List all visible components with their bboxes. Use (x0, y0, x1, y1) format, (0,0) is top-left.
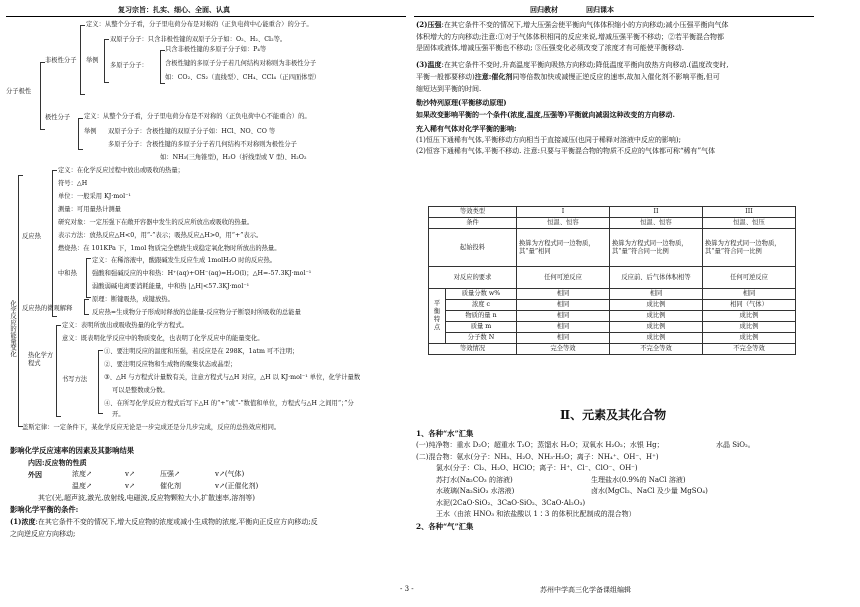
header-left: 复习宗旨：扎实、细心、全面、认真 (118, 5, 230, 14)
heat-unit: 单位：一般采用 KJ·mol⁻¹ (58, 193, 131, 200)
water-mixture: (二)混合物：氨水(分子：NH₃、H₂O、NH₃·H₂O；离子：NH₄⁺、OH⁻、H⁺) (416, 452, 659, 461)
table-header: II (610, 207, 703, 218)
table-cell: 恒温、恒容 (517, 218, 610, 229)
table-row (429, 218, 796, 229)
table-cell: 浓度 c (446, 300, 517, 311)
header-right-a: 回归教材 (530, 5, 558, 14)
writing-3b: 可以是整数或分数。 (112, 387, 169, 394)
table-cell: 对反应的要求 (429, 267, 517, 289)
writing-label: 书写方法 (62, 376, 88, 383)
table-row (429, 344, 796, 355)
nonpolar-multi-3: 如：CO₂、CS₂（直线型）、CH₄、CCl₄（正四面体型） (165, 74, 321, 81)
heat-symbol: 符号：△H (58, 180, 88, 187)
rare-gas-title: 充入稀有气体对化学平衡的影响: (416, 124, 517, 133)
table-row (429, 300, 796, 311)
heat-measure: 测量：可用量热计测量 (58, 206, 121, 213)
rare-gas-2: (2)恒容下通稀有气体,平衡不移动. 注意:只要与平衡混合物的物质不反应的气体都可称“稀有”气体 (416, 147, 716, 155)
table-row (429, 267, 796, 289)
rare-gas-1: (1)恒压下通稀有气体,平衡移动方向相当于直接减压(也同于稀释对溶液中反应的影响); (416, 135, 681, 144)
writing-1: ①、要注明反应的温度和压强，若反应是在 298K，1atm 可不注明； (104, 348, 299, 355)
temperature-line-2 (416, 71, 812, 84)
soda-water-text: 苏打水(Na₂CO₃ 的溶液) (436, 475, 513, 484)
table-cell: 条件 (429, 218, 517, 229)
pressure-up: 压强↗ (160, 469, 180, 478)
pressure-body: :在其它条件不变的情况下,增大压强会使平衡向气体体积缩小的方向移动;减小压强平衡向气体 (441, 21, 729, 29)
temperature-note: 平衡一般都要移动) (416, 73, 475, 81)
table-cell: 等效情况 (429, 344, 517, 355)
table-cell: 恒温、恒压 (703, 218, 796, 229)
outer-label: 外因 (28, 469, 42, 479)
aqua-regia: 王水（由浓 HNO₃ 和浓盐酸以 1∶3 的体积比配制成的混合物） (436, 510, 636, 518)
rate-up-gas: v↗(气体) (215, 469, 245, 478)
table-cell: 平衡特点 (429, 289, 446, 344)
table-cell: 任何可逆反应 (703, 267, 796, 289)
combustion-heat: 燃烧热：在 101KPa 下，1mol 物质完全燃烧生成稳定氧化物时所放出的热量。 (58, 245, 281, 252)
table-cell: 换算为方程式同一边物质，其“量”符合同一比例 (703, 229, 796, 267)
table-cell: 不完全等效 (610, 344, 703, 355)
thermo-def: 定义：表明所放出或吸收热量的化学方程式。 (62, 322, 188, 329)
concentration-body: :在其它条件不变的情况下,增大反应物的浓度或减小生成物的浓度,平衡向正反应方向移动;反 (35, 518, 318, 526)
header-rule-left (6, 16, 406, 17)
bracket (104, 39, 109, 83)
example-label: 举例 (84, 128, 97, 135)
nonpolar-label: 非极性分子 (45, 57, 77, 64)
table-cell: 相同 (517, 300, 610, 311)
thermo-meaning: 意义：既表明化学反应中的物质变化，也表明了化学反应中的能量变化。 (62, 335, 264, 342)
table-row (429, 311, 796, 322)
water-section (416, 428, 812, 533)
bracket (86, 258, 91, 298)
section-2-title: Ⅱ、元素及其化合物 (560, 408, 667, 422)
nonpolar-def: 定义：从整个分子看，分子里电荷分布是对称的（正负电荷中心能重合）的分子。 (86, 21, 313, 28)
table-cell: 相同（气体） (703, 300, 796, 311)
heat-object: 研究对象：一定压强下在敞开容器中发生的反应所放出或吸收的热量。 (58, 219, 254, 226)
table-cell: 质量 m (446, 322, 517, 333)
table-cell: 起始投料 (429, 229, 517, 267)
page-number: - 3 - (400, 585, 414, 593)
polar-diatomic: 双原子分子：含极性键的双原子分子如：HCl、NO、CO 等 (108, 128, 276, 135)
table-cell: 任何可逆反应 (517, 267, 610, 289)
temperature-label: (3)温度 (416, 59, 442, 69)
table-header: 等效类型 (429, 207, 517, 218)
bracket (84, 299, 89, 315)
water-pure (416, 440, 812, 452)
micro-formula: 反应热=生成物分子形成时释放的总能量-反应物分子断裂时所吸收的总能量 (92, 309, 301, 316)
rate-up: v↗ (125, 481, 135, 490)
table-header: I (517, 207, 610, 218)
table-cell: 相同 (517, 289, 610, 300)
equivalent-equilibrium-table (428, 206, 796, 355)
table-row (429, 289, 796, 300)
table-cell: 恒温、恒容 (610, 218, 703, 229)
writing-4: ④、在所写化学反应方程式后写下△H 的“+”或“-”数值和单位，方程式与△H 之间用“；”分 (104, 400, 354, 407)
writing-4b: 开。 (112, 411, 125, 418)
example-label: 举例 (86, 57, 99, 64)
rate-up-catalyst: v↗(正催化剂) (215, 481, 259, 490)
reaction-heat-label: 反应热 (22, 233, 41, 240)
table-row (429, 229, 796, 267)
table-cell: 相同 (517, 322, 610, 333)
hess-law: 盖斯定律：一定条件下，某化学反应无论是一步完成还是分几步完成，反应的总热效应相同。 (22, 424, 281, 431)
pressure-text (416, 19, 812, 32)
table-cell: 成比例 (610, 300, 703, 311)
concentration-cont: 之向逆反应方向移动; (10, 529, 76, 538)
pressure-label: (2)压强 (416, 20, 442, 29)
table-cell: 成比例 (703, 311, 796, 322)
concentration-label: (1)浓度 (10, 517, 36, 526)
catalyst-note-label: 注意:催化剂 (474, 72, 513, 81)
bracket (56, 325, 61, 417)
other-factors: 其它(光,超声波,激光,放射线,电磁波,反应物颗粒大小,扩散速率,溶剂等) (38, 493, 256, 502)
pressure-line-3: 是固体或液体,增减压强平衡也不移动; ③压强变化必须改变了浓度才有可能使平衡移动. (416, 44, 685, 52)
soda-water (416, 475, 812, 487)
brine-text: 卤水(MgCl₂、NaCl 及少量 MgSO₄) (591, 487, 708, 495)
table-cell: 成比例 (610, 333, 703, 344)
saline-text: 生理盐水(0.9%的 NaCl 溶液) (591, 475, 686, 484)
neutral-def: 定义：在稀溶液中，酸跟碱发生反应生成 1molH₂O 时的反应热。 (92, 257, 277, 264)
eq-conditions-title: 影响化学平衡的条件: (10, 505, 79, 514)
temperature-text (416, 59, 812, 72)
pressure-line-2: 体积增大的方向移动;注意:①对于气体体积相同的反应来说,增减压强平衡不移动；②若平衡混合物都 (416, 32, 724, 41)
temperature-body: :在其它条件不变时,升高温度平衡向吸热方向移动;降低温度平衡向放热方向移动.(温度改变时, (441, 60, 729, 69)
conc-up: 浓度↗ (72, 469, 92, 478)
bracket (52, 170, 57, 317)
concentration-text (10, 516, 405, 529)
table-cell: 成比例 (610, 311, 703, 322)
table-cell: 换算为方程式同一边物质，其“量”符合同一比例 (610, 229, 703, 267)
le-chatelier-title: 勒沙特列原理(平衡移动原理) (416, 98, 507, 107)
le-chatelier-text: 如果改变影响平衡的一个条件(浓度,温度,压强等)平衡就向减弱这种改变的方向移动. (416, 109, 675, 119)
micro-label: 反应热的微观解释 (22, 305, 73, 312)
table-cell: 成比例 (703, 322, 796, 333)
table-row (429, 322, 796, 333)
polarity-root: 分子极性 (6, 88, 32, 95)
table-cell: 质量分数 w% (446, 289, 517, 300)
rate-up: v↗ (125, 469, 135, 478)
nonpolar-multi-label: 多原子分子： (110, 62, 148, 69)
heat-root: 化学反应的能量变化 (9, 300, 16, 357)
bracket (18, 175, 23, 427)
table-row (429, 207, 796, 218)
table-header: III (703, 207, 796, 218)
factor-row-2 (10, 481, 405, 493)
bracket (80, 25, 85, 95)
table-cell: 不完全等效 (703, 344, 796, 355)
nonpolar-multi-1: 只含非极性键的多原子分子如：P₄等 (165, 46, 267, 53)
table-cell: 分子数 N (446, 333, 517, 344)
nonpolar-multi-2: 含极性键的多原子分子若几何结构对称则为非极性分子 (165, 60, 317, 67)
table-cell: 成比例 (610, 322, 703, 333)
polar-label: 极性分子 (45, 114, 71, 121)
polar-multi-label: 多原子分子：含极性键的多原子分子若几何结构不对称则为极性分子 (108, 141, 297, 148)
bracket (78, 118, 83, 150)
table-cell: 完全等效 (517, 344, 610, 355)
writing-3: ③、△H 与方程式计量数有关，注意方程式与△H 对应，△H 以 KJ·mol⁻¹ 单位，化学计量数 (104, 374, 361, 381)
heat-sign: 表示方法：放热反应△H<0，用“-”表示；吸热反应△H>0，用“+”表示。 (58, 232, 263, 239)
nonpolar-diatomic: 双原子分子：只含非极性键的双原子分子如：O₂、H₂、Cl₂等。 (110, 36, 287, 43)
temperature-line-3: 缩短达到平衡的时间. (416, 84, 482, 93)
polar-def: 定义：从整个分子看，分子里电荷分布是不对称的（正负电荷中心不能重合）的。 (84, 113, 311, 120)
header-rule-right (414, 16, 814, 17)
table-row (429, 333, 796, 344)
neutral-weak: 弱酸弱碱电离要消耗能量，中和热 |△H|<57.3KJ·mol⁻¹ (92, 283, 250, 290)
table-cell: 相同 (610, 289, 703, 300)
temp-up: 温度↗ (72, 481, 92, 490)
factor-row-1 (10, 469, 405, 481)
rate-title: 影响化学反应速率的因素及其影响结果 (10, 446, 135, 455)
table-cell: 相同 (517, 333, 610, 344)
bracket (98, 350, 103, 414)
catalyst: 催化剂 (160, 481, 181, 490)
table-cell: 相同 (703, 289, 796, 300)
header-right-b: 回归课本 (586, 5, 614, 14)
water-crystal: 水晶 SiO₂。 (716, 441, 755, 449)
water-glass-text: 水玻璃(Na₂SiO₃ 水溶液) (436, 487, 515, 495)
table-cell: 换算为方程式同一边物质，其“量”相同 (517, 229, 610, 267)
neutral-heat-label: 中和热 (58, 270, 77, 277)
gas-title: 2、各种“气”汇集 (416, 521, 474, 531)
heat-def: 定义：在化学反应过程中放出或吸收的热量； (58, 167, 184, 174)
table-cell: 物质的量 n (446, 311, 517, 322)
water-pure-text: (一)纯净物：重水 D₂O；超重水 T₂O；蒸馏水 H₂O；双氧水 H₂O₂；水银 Hg； (416, 441, 664, 449)
cement: 水泥(2CaO·SiO₂、3CaO·SiO₂、3CaO·Al₂O₃) (436, 498, 586, 507)
thermo-eq-label: 热化学方程式 (28, 352, 54, 367)
micro-principle: 原理：断键吸热，成键放热。 (92, 296, 174, 303)
polar-multi-ex: 如：NH₃(三角锥型)，H₂O（折线型或 V 型)、H₂O₂ (160, 154, 307, 161)
water-glass (416, 486, 812, 498)
writing-2: ②、要注明反应物和生成物的聚集状态或晶型； (104, 361, 237, 368)
table-cell: 成比例 (703, 333, 796, 344)
rate-section (10, 445, 405, 540)
catalyst-note: 同等倍数加快或减慢正逆反应的速率,故加入催化剂不影响平衡,但可 (512, 73, 720, 81)
inner-factor: 内因:反应物的性质 (28, 458, 87, 467)
right-top-text (416, 19, 812, 158)
table-cell: 反应前、后气体体积相等 (610, 267, 703, 289)
chlorine-water: 氯水(分子：Cl₂、H₂O、HClO；离子：H⁺、Cl⁻、ClO⁻、OH⁻) (436, 464, 638, 472)
water-title: 1、各种“水”汇集 (416, 429, 474, 438)
footer-school: 苏州中学高三化学备课组编辑 (540, 586, 631, 594)
neutral-strong: 强酸和强碱反应的中和热：H⁺(aq)+OH⁻(aq)=H₂O(l)；△H=-57.3KJ·mol⁻¹ (92, 270, 312, 277)
table-cell: 相同 (517, 311, 610, 322)
